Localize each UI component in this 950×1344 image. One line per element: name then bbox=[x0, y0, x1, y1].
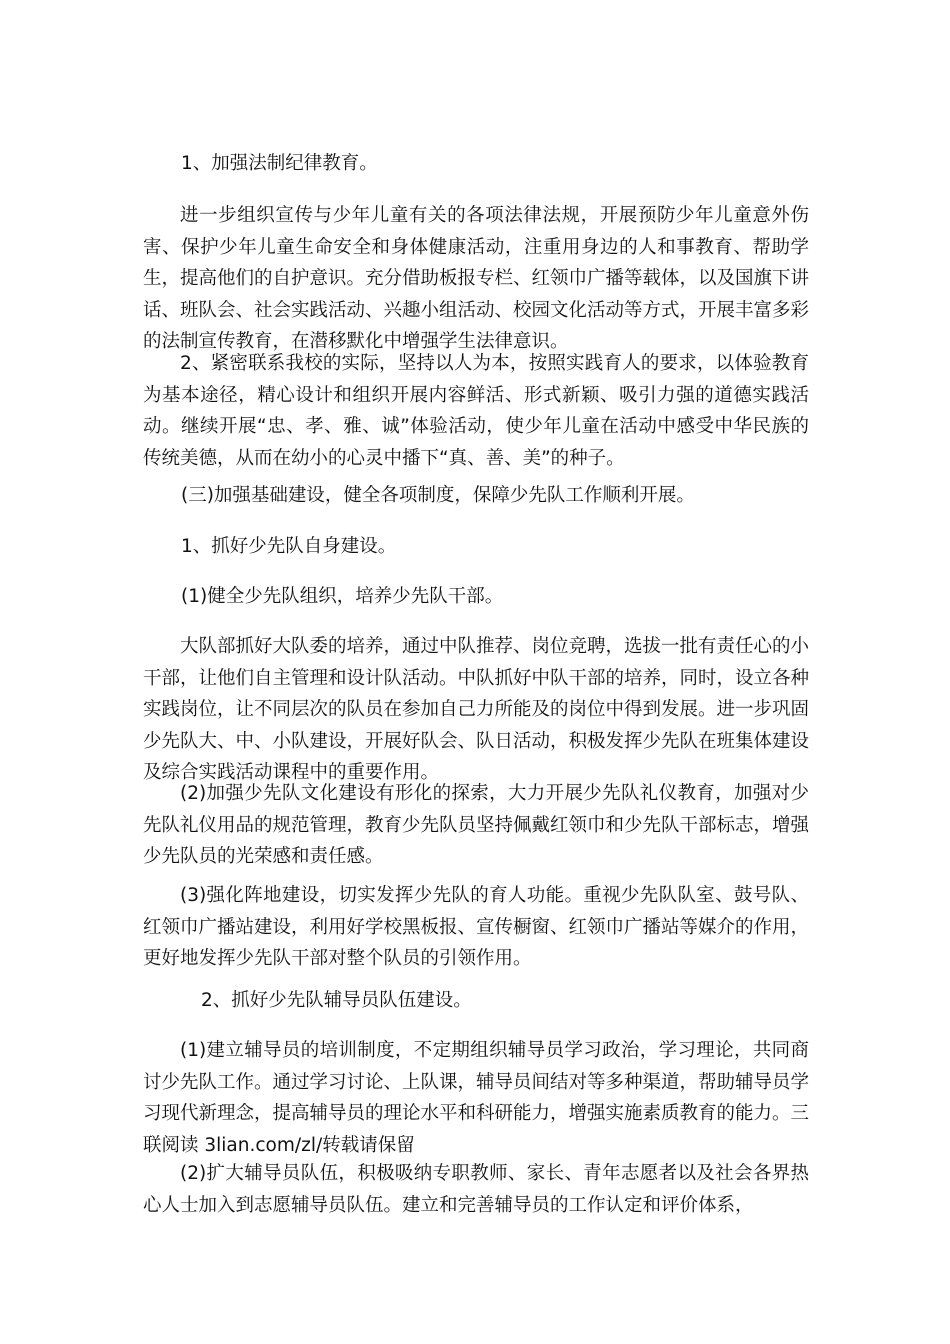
paragraph-cadre-training: 大队部抓好大队委的培养，通过中队推荐、岗位竞聘，选拔一批有责任心的小干部，让他们自主管理和设计队活动。中队抓好中队干部的培养，同时，设立各种实践岗位，让不同层次的队员在参加自己力所能及的岗位中得到发展。进一步巩固少先队大、中、小队建设，开展好队会、队日活动，积极发挥少先队在班集体建设及综合实践活动课程中的重要作用。 bbox=[143, 636, 810, 783]
heading-self-construction: 1、抓好少先队自身建设。 bbox=[181, 536, 397, 557]
paragraph-counselor-expansion: (2)扩大辅导员队伍，积极吸纳专职教师、家长、青年志愿者以及社会各界热心人士加入到志愿辅导员队伍。建立和完善辅导员的工作认定和评价体系， bbox=[143, 1163, 809, 1216]
heading-organization: (1)健全少先队组织，培养少先队干部。 bbox=[181, 586, 504, 607]
paragraph-position-construction: (3)强化阵地建设，切实发挥少先队的育人功能。重视少先队队室、鼓号队、红领巾广播站建设，利用好学校黑板报、宣传橱窗、红领巾广播站等媒介的作用，更好地发挥少先队干部对整个队员的引领作用。 bbox=[143, 885, 810, 969]
paragraph-counselor-training: (1)建立辅导员的培训制度，不定期组织辅导员学习政治，学习理论，共同商讨少先队工作。通过学习讨论、上队课，辅导员间结对等多种渠道，帮助辅导员学习现代新理念，提高辅导员的理论水平和科研能力，增强实施素质教育的能力。三联阅读 3lian.com/zl/转载请保留 bbox=[143, 1040, 810, 1156]
paragraph-culture-construction: (2)加强少先队文化建设有形化的探索，大力开展少先队礼仪教育，加强对少先队礼仪用品的规范管理，教育少先队员坚持佩戴红领巾和少先队干部标志，增强少先队员的光荣感和责任感。 bbox=[143, 783, 810, 867]
paragraph-moral-practice: 2、紧密联系我校的实际，坚持以人为本，按照实践育人的要求，以体验教育为基本途径，精心设计和组织开展内容鲜活、形式新颖、吸引力强的道德实践活动。继续开展“忠、孝、雅、诚”体验活动，使少年儿童在活动中感受中华民族的传统美德，从而在幼小的心灵中播下“真、善、美”的种子。 bbox=[143, 353, 809, 469]
heading-law-education: 1、加强法制纪律教育。 bbox=[181, 153, 378, 174]
heading-basic-construction: (三)加强基础建设，健全各项制度，保障少先队工作顺利开展。 bbox=[181, 485, 695, 506]
paragraph-law-publicity: 进一步组织宣传与少年儿童有关的各项法律法规，开展预防少年儿童意外伤害、保护少年儿童生命安全和身体健康活动，注重用身边的人和事教育、帮助学生，提高他们的自护意识。充分借助板报专栏、红领巾广播等载体，以及国旗下讲话、班队会、社会实践活动、兴趣小组活动、校园文化活动等方式，开展丰富多彩的法制宣传教育，在潜移默化中增强学生法律意识。 bbox=[143, 205, 810, 352]
heading-counselor-team: 2、抓好少先队辅导员队伍建设。 bbox=[201, 990, 472, 1011]
